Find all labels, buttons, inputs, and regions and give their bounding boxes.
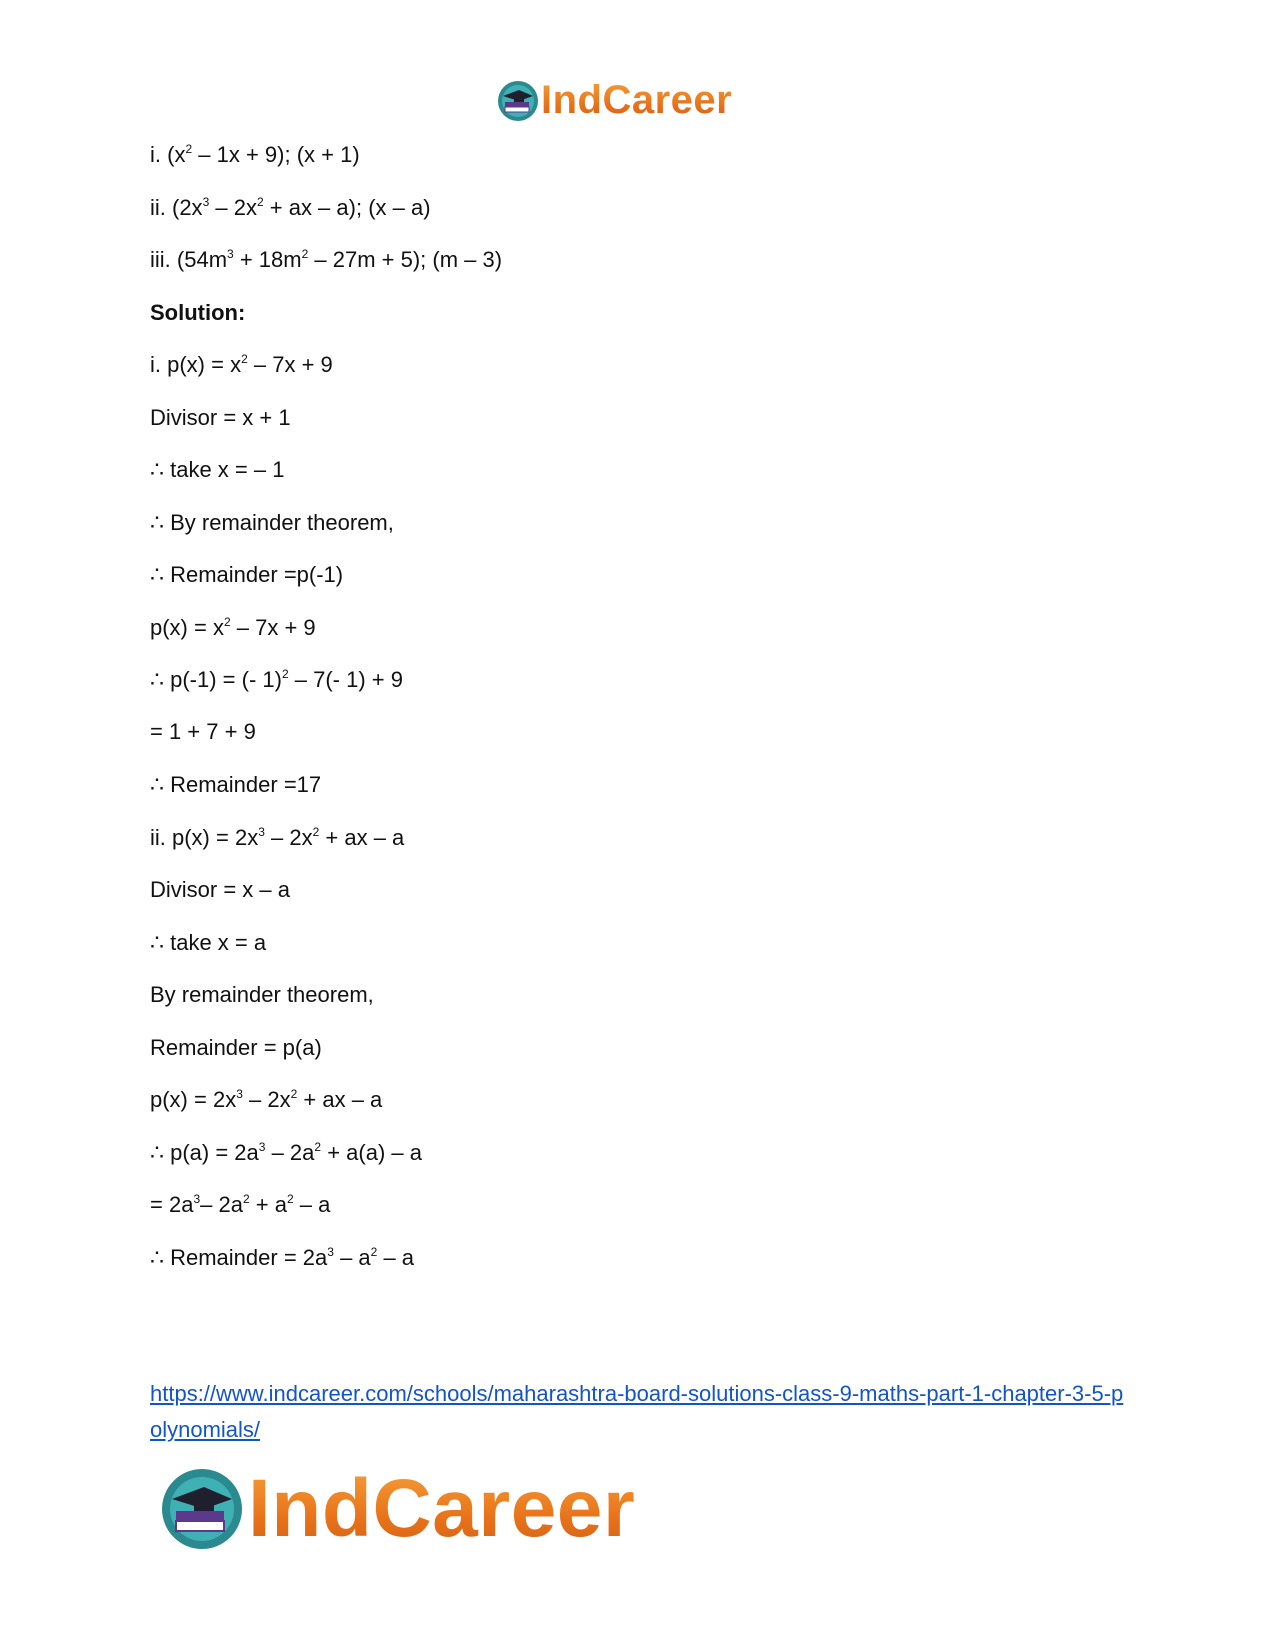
text: ∴ Remainder =17	[150, 772, 322, 797]
solution-heading: Solution:	[150, 300, 246, 325]
text: + a	[249, 1192, 287, 1217]
text: – 2a	[200, 1192, 243, 1217]
question-label: iii.	[150, 247, 177, 272]
brand-name: IndCareer	[541, 78, 733, 122]
text: + 18m	[233, 247, 302, 272]
text: ∴ p(a) = 2a	[150, 1140, 259, 1165]
text: i. p(x) = x	[150, 352, 242, 377]
text: By remainder theorem,	[150, 982, 374, 1007]
text: – a	[377, 1245, 415, 1270]
step-5	[150, 562, 343, 588]
text: ∴ Remainder = 2a	[150, 1245, 328, 1270]
exponent: 2	[286, 1192, 294, 1206]
step-13	[150, 982, 374, 1008]
text: ∴ take x = a	[150, 930, 267, 955]
text: + ax – a	[319, 825, 405, 850]
step-15	[150, 1087, 382, 1113]
step-10	[150, 825, 404, 851]
text: ∴ p(-1) = (- 1)	[150, 667, 282, 692]
text: – 2x	[242, 1087, 291, 1112]
step-14	[150, 1035, 322, 1061]
text: = 2a	[150, 1192, 194, 1217]
question-1	[150, 142, 360, 168]
question-3	[150, 247, 502, 273]
step-18	[150, 1245, 414, 1271]
text: p(x) = 2x	[150, 1087, 237, 1112]
source-link[interactable]: https://www.indcareer.com/schools/maharashtra-board-solutions-class-9-maths-part-1-chapter-3-5-polynomials/	[150, 1381, 1124, 1442]
text: Divisor = x + 1	[150, 405, 291, 430]
text: – 7x + 9	[230, 615, 316, 640]
text: + ax – a); (x – a)	[263, 195, 431, 220]
exponent: 2	[242, 1192, 250, 1206]
exponent: 3	[258, 825, 265, 839]
step-2	[150, 405, 291, 431]
exponent: 2	[281, 667, 289, 681]
text: + a(a) – a	[321, 1140, 422, 1165]
exponent: 2	[185, 142, 193, 156]
step-7	[150, 667, 403, 693]
text: ∴ By remainder theorem,	[150, 510, 394, 535]
text: ∴ take x = – 1	[150, 457, 285, 482]
header-logo	[497, 78, 732, 123]
text: ii. p(x) = 2x	[150, 825, 259, 850]
exponent: 3	[227, 247, 234, 261]
text: (54m	[176, 247, 228, 272]
text: – 2x	[264, 825, 313, 850]
text: Remainder = p(a)	[150, 1035, 322, 1060]
text: – a	[333, 1245, 371, 1270]
step-3	[150, 457, 284, 483]
text: – 27m + 5); (m – 3)	[308, 247, 503, 272]
text: p(x) = x	[150, 615, 224, 640]
exponent: 2	[301, 247, 309, 261]
question-label: i.	[150, 142, 168, 167]
step-9	[150, 772, 321, 798]
exponent: 3	[327, 1245, 334, 1259]
text: – a	[293, 1192, 331, 1217]
text: (x	[167, 142, 186, 167]
book-graduation-cap-icon	[160, 1467, 244, 1551]
question-label: ii.	[150, 195, 172, 220]
book-graduation-cap-icon	[497, 80, 539, 122]
exponent: 2	[314, 1140, 322, 1154]
exponent: 2	[256, 195, 264, 209]
exponent: 3	[193, 1192, 201, 1206]
step-4	[150, 510, 394, 536]
step-12	[150, 930, 266, 956]
text: – 2x	[209, 195, 257, 220]
text: – 2a	[265, 1140, 315, 1165]
step-6	[150, 615, 316, 641]
text: – 7x + 9	[247, 352, 333, 377]
exponent: 2	[370, 1245, 378, 1259]
exponent: 3	[202, 195, 210, 209]
text: + ax – a	[297, 1087, 383, 1112]
text: – 7(- 1) + 9	[288, 667, 403, 692]
exponent: 2	[241, 352, 248, 366]
footer-logo	[160, 1462, 635, 1556]
exponent: 2	[290, 1087, 298, 1101]
step-11	[150, 877, 290, 903]
text: – 1x + 9); (x + 1)	[192, 142, 360, 167]
step-1	[150, 352, 333, 378]
text: ∴ Remainder =p(-1)	[150, 562, 344, 587]
exponent: 2	[223, 615, 231, 629]
exponent: 2	[312, 825, 320, 839]
text: = 1 + 7 + 9	[150, 719, 256, 744]
step-17	[150, 1192, 330, 1218]
text: (2x	[172, 195, 203, 220]
step-8	[150, 719, 256, 745]
exponent: 3	[236, 1087, 243, 1101]
step-16	[150, 1140, 422, 1166]
brand-name: IndCareer	[248, 1463, 636, 1554]
question-2	[150, 195, 431, 221]
exponent: 3	[258, 1140, 266, 1154]
text: Divisor = x – a	[150, 877, 290, 902]
